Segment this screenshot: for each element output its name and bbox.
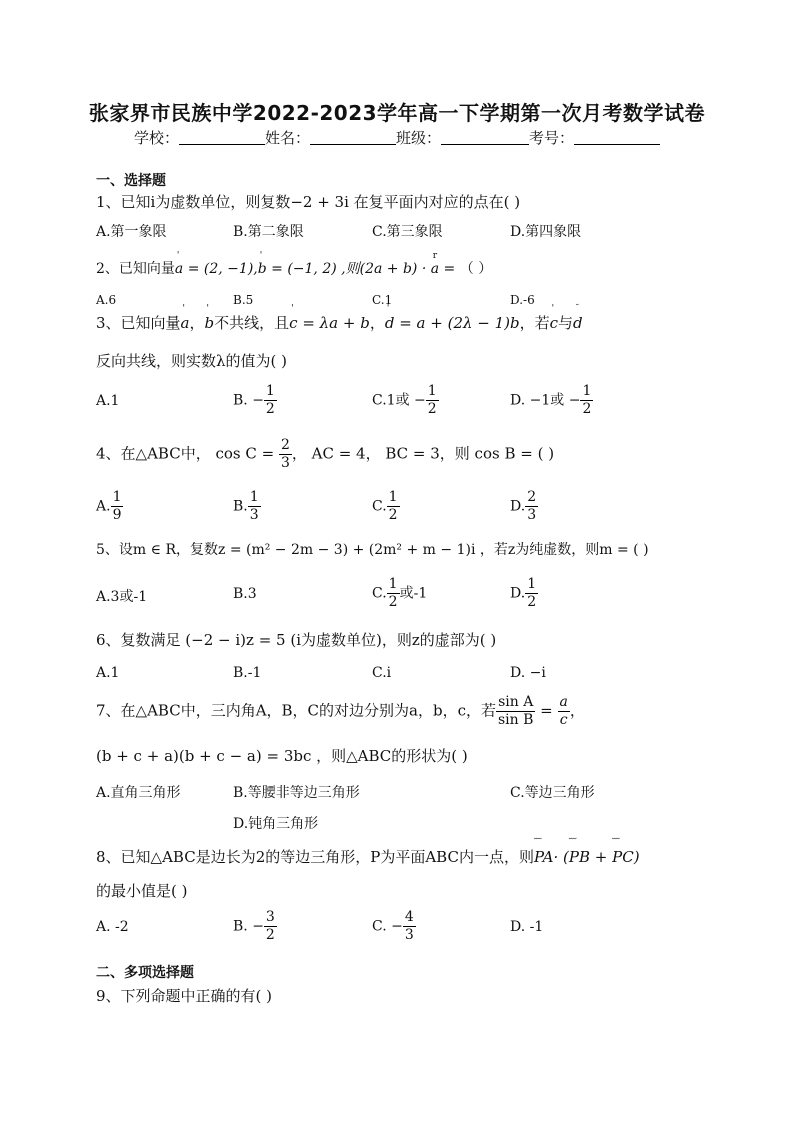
q4-cos-numerator: 2 [280,437,290,453]
q5-d-denominator: 2 [527,594,537,610]
q7-sin-denominator: sin B [497,712,534,728]
q2-option-b[interactable]: B.5 [233,293,254,307]
question-7-line-1 [96,694,585,729]
q4-d-fraction [525,489,538,524]
page-title: 张家界市民族中学2022-2023学年高一下学期第一次月考数学试卷 [88,101,706,125]
q2-vector-a-2: r a [431,261,439,277]
q2-option-c[interactable]: C.1 [372,293,393,307]
q3-d-denominator: 2 [582,401,592,417]
q4-d-denominator: 3 [527,507,537,523]
q3-option-d[interactable] [510,383,593,418]
q1-option-b[interactable]: B.第二象限 [233,224,304,240]
q3-d-expression: = a + (2λ − 1)b [394,314,520,332]
school-label: 学校： [133,129,179,147]
q7-prefix: 7、在△ABC中，三内角A，B，C的对边分别为a，b，c，若 [96,701,496,720]
q5-option-d[interactable] [510,576,538,611]
q8-option-d[interactable]: D. -1 [510,919,544,935]
q8-prefix: 8、已知△ABC是边长为2的等边三角形，P为平面ABC内一点，则 [96,848,534,866]
q2-option-d[interactable]: D.-6 [510,293,535,307]
q3-option-c[interactable] [372,383,439,418]
q8-vector-pa: ˘˘˘ PA [534,848,554,866]
q5-c-suffix: 或-1 [399,585,428,602]
q2-b-value: = (−1, 2) ,则 [266,261,360,277]
q8-b-fraction [264,909,277,944]
q3-c-numerator: 1 [427,383,437,399]
q4-c-denominator: 2 [388,507,398,523]
q5-d-prefix: D. [510,585,526,602]
q4-b-fraction [248,489,261,524]
q8-option-c[interactable] [372,909,416,944]
q5-c-numerator: 1 [388,576,398,592]
q6-option-c[interactable]: C.i [372,665,392,681]
q3-vector-b: ' b [205,314,215,332]
class-label: 班级： [396,129,442,147]
q3-sep-1: ， [189,314,205,332]
exam-no-blank[interactable] [574,130,660,145]
q6-option-a[interactable]: A.1 [96,665,120,681]
q1-option-d[interactable]: D.第四象限 [510,224,582,240]
question-3-line-2: 反向共线，则实数λ的值为( ) [96,352,287,370]
q3-prefix: 3、已知向量 [96,314,181,332]
q3-d-numerator: 1 [582,383,592,399]
question-6-stem: 6、复数满足 (−2 − i)z = 5 (i为虚数单位)，则z的虚部为( ) [96,631,497,649]
q5-c-fraction [387,576,400,611]
q7-sin-numerator: sin A [498,694,534,710]
q5-d-fraction [525,576,538,611]
q8-vector-pc: ˘˘˘ PC [612,848,634,866]
q4-a-fraction [111,489,124,524]
q4-option-d[interactable] [510,489,538,524]
q3-d-fraction [580,383,593,418]
q3-c-prefix: C.1或 − [372,392,426,409]
q2-dot: · [417,261,431,277]
q3-option-b[interactable] [233,383,277,418]
q4-c-fraction [387,489,400,524]
question-9-stem: 9、下列命题中正确的有( ) [96,987,273,1005]
q4-d-numerator: 2 [527,489,537,505]
q3-vector-c-2: ' c [550,314,558,332]
q2-vector-b: ' b [258,261,267,277]
q2-vector-a: ' a [175,261,183,277]
q4-prefix: 4、在△ABC中， cos C = [96,444,279,463]
q3-b-denominator: 2 [265,401,275,417]
question-2-stem [96,258,492,278]
class-blank[interactable] [441,130,529,145]
q4-d-prefix: D. [510,498,526,515]
q3-vector-a: ' a [181,314,190,332]
q5-c-denominator: 2 [388,594,398,610]
q3-if: ，若 [519,314,550,332]
question-5-stem: 5、设m ∈ R，复数z = (m² − 2m − 3) + (2m² + m − 1)i ，若z为纯虚数，则m = ( ) [96,542,649,558]
q3-b-numerator: 1 [265,383,275,399]
q8-vector-pb: ˘˘˘ PB [569,848,590,866]
q7-side-denominator: c [558,711,570,729]
q5-c-prefix: C. [372,585,387,602]
q8-plus: + [590,848,613,866]
q7-side-fraction [558,694,570,729]
q3-not-collinear: 不共线，且 [214,314,290,332]
q7-side-numerator: a [559,694,568,710]
q5-d-numerator: 1 [527,576,537,592]
q3-and: 与 [558,314,574,332]
q8-dot: · ( [553,848,569,866]
name-label: 姓名： [264,129,310,147]
q4-option-b[interactable] [233,489,261,524]
q8-option-b[interactable] [233,909,277,944]
q4-b-prefix: B. [233,498,248,515]
q8-option-a[interactable]: A. -2 [96,919,129,935]
question-3-line-1 [96,312,583,333]
q7-option-b[interactable]: B.等腰非等边三角形 [233,785,360,801]
exam-no-label: 考号： [529,129,575,147]
q6-option-b[interactable]: B.-1 [233,665,262,681]
q4-a-prefix: A. [96,498,111,515]
q3-b-fraction [264,383,277,418]
q3-sep-2: ， [369,314,385,332]
q4-cos-fraction [279,437,292,472]
school-blank[interactable] [179,130,265,145]
q2-tail: = （ ） [439,261,493,277]
q3-c-denominator: 2 [427,401,437,417]
q2-prefix: 2、已知向量 [96,261,175,277]
q3-vector-d: ' d [385,314,395,332]
q5-option-a[interactable]: A.3或-1 [96,589,148,605]
student-info-line [0,127,794,148]
question-8-line-1 [96,846,640,867]
q1-option-c[interactable]: C.第三象限 [372,224,443,240]
q3-b-prefix: B. − [233,392,264,409]
question-7-line-2: (b + c + a)(b + c − a) = 3bc ，则△ABC的形状为( ) [96,747,468,765]
q4-cos-denominator: 3 [280,455,290,471]
q4-a-numerator: 1 [112,489,122,505]
q4-suffix: ， AC = 4， BC = 3，则 cos B = ( ) [291,444,555,463]
q3-option-a[interactable]: A.1 [96,393,120,409]
question-4-stem [96,437,554,472]
q2-expression: (2a + b) [359,261,418,277]
q8-b-numerator: 3 [265,909,275,925]
q4-option-c[interactable] [372,489,400,524]
q8-c-prefix: C. − [372,918,403,935]
question-1-stem: 1、已知i为虚数单位，则复数−2 + 3i 在复平面内对应的点在( ) [96,193,521,211]
q5-option-c[interactable] [372,576,427,611]
q3-c-fraction [426,383,439,418]
q8-close-paren: ) [633,848,640,866]
q6-option-d[interactable]: D. −i [510,665,546,681]
question-8-line-2: 的最小值是( ) [96,882,188,900]
q8-c-numerator: 4 [404,909,414,925]
q4-a-denominator: 9 [112,507,122,523]
q5-option-b[interactable]: B.3 [233,586,257,602]
q3-c-expression: = λa + b [297,314,370,332]
q8-b-denominator: 2 [265,927,275,943]
q4-c-prefix: C. [372,498,387,515]
q1-option-a[interactable]: A.第一象限 [96,224,167,240]
q3-vector-c: ' c [289,314,297,332]
q4-b-denominator: 3 [249,507,259,523]
section-heading-multiple-choice: 二、多项选择题 [96,965,194,981]
section-heading-single-choice: 一、选择题 [96,173,166,189]
q2-a-value: = (2, −1), [183,261,258,277]
q7-option-d[interactable]: D.钝角三角形 [233,816,319,832]
q8-c-denominator: 3 [404,927,414,943]
q4-b-numerator: 1 [249,489,259,505]
name-blank[interactable] [310,130,396,145]
q7-equals: = [535,701,558,720]
q8-c-fraction [403,909,416,944]
q4-c-numerator: 1 [388,489,398,505]
q7-comma: ， [569,701,585,720]
q7-option-a[interactable]: A.直角三角形 [96,785,181,801]
q3-d-prefix: D. −1或 − [510,392,581,409]
q8-b-prefix: B. − [233,918,264,935]
q7-sin-fraction [496,694,535,729]
q4-option-a[interactable] [96,489,123,524]
q7-option-c[interactable]: C.等边三角形 [510,785,595,801]
q3-vector-d-2: ˘ d [573,314,583,332]
q2-option-a[interactable]: A.6 [96,293,117,307]
